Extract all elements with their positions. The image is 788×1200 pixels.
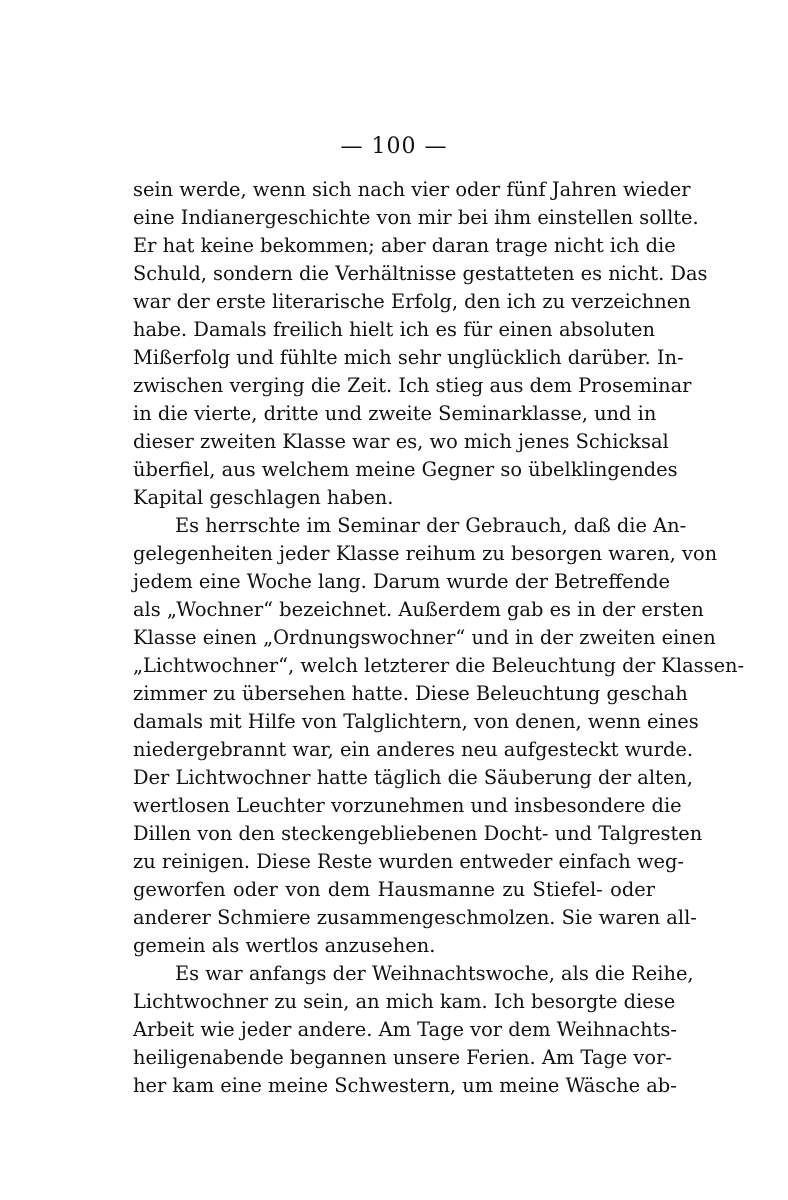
- text-line: Er hat keine bekommen; aber daran trage nicht ich die: [133, 234, 676, 257]
- text-line: zwischen verging die Zeit. Ich stieg aus dem Proseminar: [133, 374, 692, 397]
- text-line: überfiel, aus welchem meine Gegner so übelklingendes: [133, 458, 678, 481]
- text-line: heiligenabende begannen unsere Ferien. Am Tage vor-: [133, 1046, 672, 1069]
- text-line: gemein als wertlos anzusehen.: [133, 934, 436, 957]
- text-line: her kam eine meine Schwestern, um meine Wäsche ab-: [133, 1074, 677, 1097]
- text-line: als „Wochner“ bezeichnet. Außerdem gab es in der ersten: [133, 598, 704, 621]
- text-line: habe. Damals freilich hielt ich es für einen absoluten: [133, 318, 655, 341]
- text-line: „Lichtwochner“, welch letzterer die Beleuchtung der Klassen-: [133, 654, 745, 677]
- text-line: Es war anfangs der Weihnachtswoche, als die Reihe,: [175, 962, 694, 985]
- text-line: Mißerfolg und fühlte mich sehr unglücklich darüber. In-: [133, 346, 684, 369]
- text-line: geworfen oder von dem Hausmanne zu Stiefel- oder: [133, 878, 655, 901]
- paragraph-3: [133, 960, 694, 1100]
- text-line: Lichtwochner zu sein, an mich kam. Ich besorgte diese: [133, 990, 676, 1013]
- text-line: gelegenheiten jeder Klasse reihum zu besorgen waren, von: [133, 542, 718, 565]
- text-line: Kapital geschlagen haben.: [133, 486, 394, 509]
- text-line: eine Indianergeschichte von mir bei ihm einstellen sollte.: [133, 206, 699, 229]
- text-line: sein werde, wenn sich nach vier oder fünf Jahren wieder: [133, 178, 691, 201]
- text-line: dieser zweiten Klasse war es, wo mich jenes Schicksal: [133, 430, 669, 453]
- text-line: in die vierte, dritte und zweite Seminarklasse, und in: [133, 402, 657, 425]
- text-line: zu reinigen. Diese Reste wurden entweder einfach weg-: [133, 850, 684, 873]
- text-line: Dillen von den steckengebliebenen Docht- und Talgresten: [133, 822, 703, 845]
- page-number: — 100 —: [340, 134, 448, 159]
- text-line: wertlosen Leuchter vorzunehmen und insbesondere die: [133, 794, 682, 817]
- text-line: Arbeit wie jeder andere. Am Tage vor dem Weihnachts-: [133, 1018, 677, 1041]
- text-line: Schuld, sondern die Verhältnisse gestatteten es nicht. Das: [133, 262, 708, 285]
- text-line: zimmer zu übersehen hatte. Diese Beleuchtung geschah: [133, 682, 688, 705]
- text-line: niedergebrannt war, ein anderes neu aufgesteckt wurde.: [133, 738, 694, 761]
- text-line: Es herrschte im Seminar der Gebrauch, daß die An-: [175, 514, 687, 537]
- paragraph-2: [133, 512, 745, 960]
- text-line: war der erste literarische Erfolg, den ich zu verzeichnen: [133, 290, 691, 313]
- body-text: [133, 176, 745, 1100]
- text-line: Klasse einen „Ordnungswochner“ und in der zweiten einen: [133, 626, 716, 649]
- paragraph-1: [133, 176, 708, 512]
- text-line: damals mit Hilfe von Talglichtern, von denen, wenn eines: [133, 710, 699, 733]
- text-line: anderer Schmiere zusammengeschmolzen. Sie waren all-: [133, 906, 697, 929]
- text-line: Der Lichtwochner hatte täglich die Säuberung der alten,: [133, 766, 693, 789]
- text-line: jedem eine Woche lang. Darum wurde der Betreffende: [133, 570, 671, 593]
